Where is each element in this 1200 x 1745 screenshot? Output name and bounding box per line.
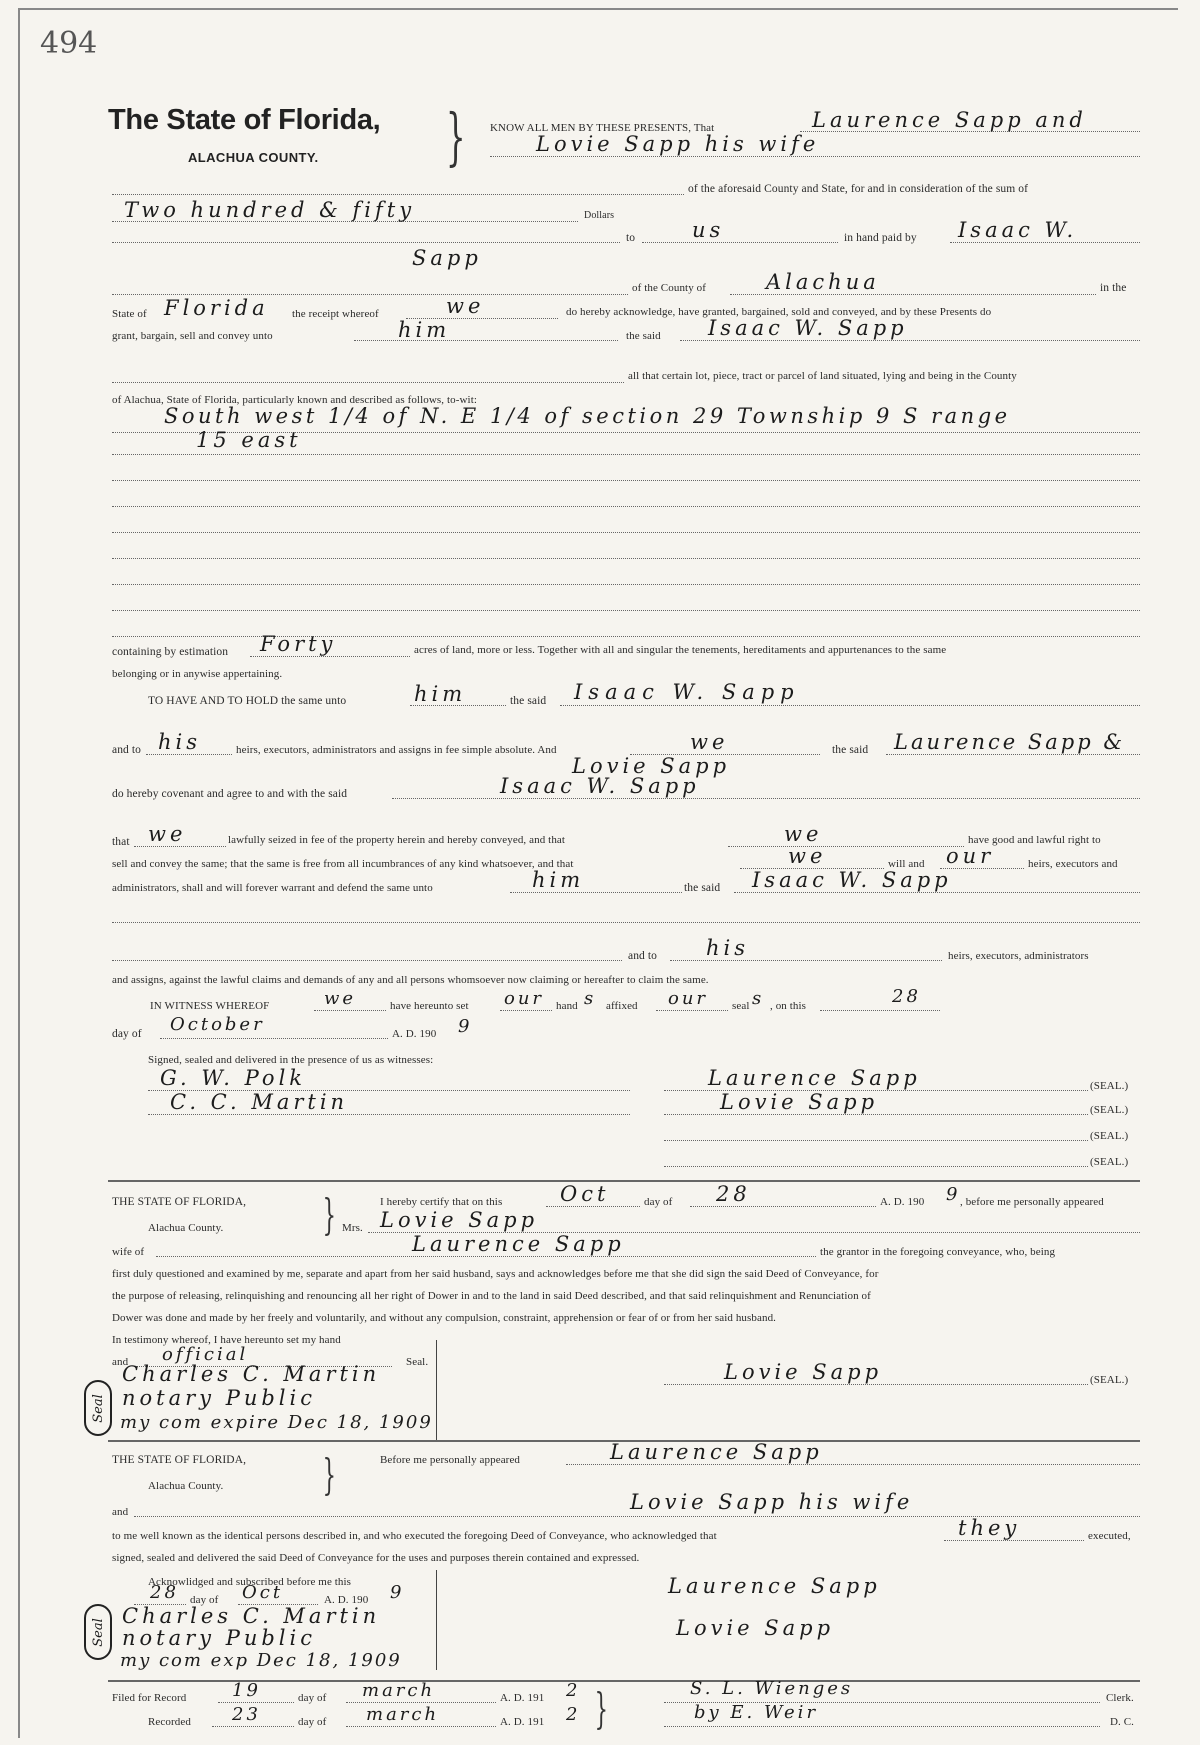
belonging-text: belonging or in anywise appertaining. — [112, 668, 283, 680]
c2-ad: A. D. 190 — [324, 1594, 369, 1606]
sell-convey-text: sell and convey the same; that the same is free from all incumbrances of any kind whatsoever, and that — [112, 858, 574, 870]
hw-desc-1: South west 1/4 of N. E 1/4 of section 29 Township 9 S range — [164, 404, 1011, 428]
c1-mrs: Mrs. — [342, 1222, 363, 1234]
hw-acres: Forty — [260, 632, 337, 656]
acres-text: acres of land, more or less. Together with all and singular the tenements, hereditaments and appurtenances to the same — [414, 644, 947, 656]
rule — [112, 480, 1140, 481]
hw-covenant: Isaac W. Sapp — [500, 774, 700, 798]
heirs-exec2-text: heirs, executors, administrators — [948, 950, 1089, 962]
hw-defend-unto: him — [532, 868, 585, 892]
c1-p1: first duly questioned and examined by me, separate and apart from her said husband, says and acknowledges before me that she did sign the said Deed of Conveyance, for — [112, 1268, 879, 1280]
hw-c1-year: 9 — [946, 1184, 961, 1205]
c1-grantor: the grantor in the foregoing conveyance, who, being — [820, 1246, 1056, 1258]
hw-sum: Two hundred & fifty — [124, 198, 416, 222]
c2-and: and — [112, 1506, 129, 1518]
c1-seal: Seal. — [406, 1356, 429, 1368]
hw-c2-notary-2: notary Public — [122, 1626, 316, 1650]
c1-before: , before me personally appeared — [960, 1196, 1104, 1208]
hw-filed-month: march — [362, 1680, 436, 1701]
hw-witness-2: C. C. Martin — [170, 1090, 349, 1114]
filing-brace: } — [594, 1684, 609, 1733]
have-set-text: have hereunto set — [390, 1000, 469, 1012]
hw-defend-grantee: Isaac W. Sapp — [752, 868, 952, 892]
hw-witness-1: G. W. Polk — [160, 1066, 307, 1090]
c1-state: THE STATE OF FLORIDA, — [112, 1196, 247, 1208]
page-border-top — [18, 8, 1178, 10]
c1-county: Alachua County. — [148, 1222, 224, 1234]
rule — [112, 454, 1140, 455]
rule — [886, 754, 1140, 755]
filed-ad: A. D. 191 — [500, 1692, 545, 1704]
header-brace: } — [445, 100, 466, 173]
hw-state: Florida — [164, 296, 269, 320]
rule — [112, 382, 624, 383]
hw-receipt: we — [446, 294, 485, 318]
hw-c1-dayof: 28 — [716, 1182, 751, 1206]
rule — [346, 1726, 496, 1727]
hw-c1-notary-3: my com expire Dec 18, 1909 — [120, 1412, 433, 1433]
hw-rec-month: march — [366, 1704, 440, 1725]
rule — [680, 340, 1140, 341]
hw-and-to: his — [158, 730, 202, 754]
hw-c2-day: 28 — [150, 1582, 179, 1603]
rule — [664, 1166, 1088, 1167]
rule — [940, 868, 1024, 869]
c2-executed: executed, — [1088, 1530, 1131, 1542]
rule — [218, 1702, 294, 1703]
rule — [500, 1010, 552, 1011]
preamble: KNOW ALL MEN BY THESE PRESENTS, That — [490, 122, 715, 134]
hw-paid-by: Isaac W. — [958, 218, 1078, 242]
notary-seal-stamp-1: Seal — [84, 1380, 112, 1436]
hw-grantors-1: Laurence Sapp and — [812, 108, 1087, 132]
rule — [314, 1010, 386, 1011]
rule — [212, 1726, 294, 1727]
hw-rec-day: 23 — [232, 1704, 261, 1725]
rule — [112, 610, 1140, 611]
c1-certify: I hereby certify that on this — [380, 1196, 503, 1208]
hw-year: 9 — [458, 1016, 473, 1037]
all-certain-text: all that certain lot, piece, tract or parcel of land situated, lying and being in the County — [628, 370, 1017, 382]
page-number: 494 — [40, 26, 98, 61]
rule — [664, 1114, 1088, 1115]
hw-to: us — [692, 218, 725, 242]
rec-ad: A. D. 191 — [500, 1716, 545, 1728]
that-text: that — [112, 836, 130, 848]
rule — [510, 892, 682, 893]
ad-text: A. D. 190 — [392, 1028, 437, 1040]
hw-on-day: 28 — [892, 986, 921, 1007]
rule — [160, 1038, 388, 1039]
hw-that-we2: we — [788, 844, 827, 868]
seal-mark-2: (SEAL.) — [1090, 1104, 1129, 1116]
heirs-exec-text: heirs, executors and — [1028, 858, 1118, 870]
to-text: to — [626, 232, 636, 244]
seal-mark-4: (SEAL.) — [1090, 1156, 1129, 1168]
notary-seal-stamp-2: Seal — [84, 1604, 112, 1660]
good-right-text: have good and lawful right to — [968, 834, 1101, 846]
rule — [730, 294, 1096, 295]
rule — [664, 1140, 1088, 1141]
rule — [944, 1540, 1084, 1541]
filed-day-of: day of — [298, 1692, 327, 1704]
page-border-left — [18, 8, 20, 1738]
hw-hands: s — [584, 988, 597, 1009]
containing-text: containing by estimation — [112, 646, 229, 658]
hw-grantors-2: Lovie Sapp his wife — [536, 132, 820, 156]
c1-seal-mark: (SEAL.) — [1090, 1374, 1129, 1386]
hw-c2-sig-2: Lovie Sapp — [676, 1616, 835, 1640]
to-have-text: TO HAVE AND TO HOLD the same unto — [148, 695, 347, 707]
rule — [670, 960, 942, 961]
hw-c1-official: official — [162, 1344, 249, 1365]
hw-c2-and: Lovie Sapp his wife — [630, 1490, 914, 1514]
hw-c2-notary-1: Charles C. Martin — [122, 1604, 381, 1628]
hw-dc-name: by E. Weir — [694, 1702, 819, 1723]
dc-text: D. C. — [1110, 1716, 1135, 1728]
c1-notary-bar — [436, 1340, 437, 1440]
c2-county: Alachua County. — [148, 1480, 224, 1492]
c1-and: and — [112, 1356, 129, 1368]
hw-our: our — [946, 844, 995, 868]
hw-grantors-4: Lovie Sapp — [572, 754, 731, 778]
aforesaid-text: of the aforesaid County and State, for and in consideration of the sum of — [688, 183, 1029, 195]
rule — [112, 194, 684, 195]
filed-text: Filed for Record — [112, 1692, 187, 1704]
rule — [490, 156, 1140, 157]
hw-c1-sig: Lovie Sapp — [724, 1360, 883, 1384]
c2-ack: Acknowlidged and subscribed before me this — [148, 1576, 352, 1588]
c2-day-of: day of — [190, 1594, 219, 1606]
covenant-text: do hereby covenant and agree to and with the said — [112, 788, 348, 800]
hw-c1-wife-of: Laurence Sapp — [412, 1232, 625, 1256]
clerk-text: Clerk. — [1106, 1692, 1134, 1704]
rule — [134, 846, 226, 847]
c1-p3: Dower was done and made by her freely and voluntarily, and without any compulsion, constraint, apprehension or fear of or from her said husband. — [112, 1312, 777, 1324]
hw-c1-mrs: Lovie Sapp — [380, 1208, 539, 1232]
hw-filed-year: 2 — [566, 1680, 581, 1701]
seal-mark-3: (SEAL.) — [1090, 1130, 1129, 1142]
day-of-text: day of — [112, 1028, 142, 1040]
of-alachua-text: of Alachua, State of Florida, particularly known and described as follows, to-wit: — [112, 394, 478, 406]
c1-brace: } — [322, 1190, 337, 1239]
recorded-text: Recorded — [148, 1716, 191, 1728]
hw-that: we — [148, 822, 187, 846]
heirs-text: heirs, executors, administrators and assigns in fee simple absolute. And — [236, 744, 557, 756]
rule — [112, 294, 628, 295]
hw-grantee: Isaac W. Sapp — [708, 316, 908, 340]
c1-testimony: In testimony whereof, I have hereunto set my hand — [112, 1334, 341, 1346]
hw-unto: him — [398, 318, 451, 342]
affixed-text: affixed — [606, 1000, 638, 1012]
have-said-text: the said — [510, 695, 547, 707]
hw-c2-sig-1: Laurence Sapp — [668, 1574, 881, 1598]
said-text: the said — [832, 744, 869, 756]
hw-county: Alachua — [766, 270, 880, 294]
c1-wife-of: wife of — [112, 1246, 145, 1258]
hw-have-grantee: Isaac W. Sapp — [574, 680, 800, 704]
section-divider — [108, 1180, 1140, 1182]
rule — [656, 1010, 728, 1011]
rule — [112, 532, 1140, 533]
c2-state: THE STATE OF FLORIDA, — [112, 1454, 247, 1466]
hw-c1-day: Oct — [560, 1182, 610, 1206]
hw-witness-we: we — [324, 988, 357, 1009]
rule — [664, 1726, 1100, 1727]
rule — [112, 922, 1140, 923]
hw-c2-appeared: Laurence Sapp — [610, 1440, 823, 1464]
rule — [346, 1702, 496, 1703]
hw-affixed-our: our — [668, 988, 709, 1009]
state-title: The State of Florida, — [108, 104, 381, 136]
c1-ad: A. D. 190 — [880, 1196, 925, 1208]
hw-sig-2: Lovie Sapp — [720, 1090, 879, 1114]
rule — [250, 656, 410, 657]
hw-set-our: our — [504, 988, 545, 1009]
rule — [112, 242, 620, 243]
rule — [112, 584, 1140, 585]
rule — [392, 798, 1140, 799]
receipt-text: the receipt whereof — [292, 308, 379, 320]
the-said-text: the said — [626, 330, 661, 342]
seal-text: seal — [732, 1000, 750, 1012]
in-the-text: in the — [1100, 282, 1127, 294]
rule — [690, 1206, 876, 1207]
c2-signed: signed, sealed and delivered the said Deed of Conveyance for the uses and purposes therein contained and expressed. — [112, 1552, 640, 1564]
hw-paid-by-2: Sapp — [412, 246, 482, 270]
rule — [112, 506, 1140, 507]
rule — [728, 846, 964, 847]
c2-well-known: to me well known as the identical persons described in, and who executed the foregoing Deed of Conveyance, who acknowledged that — [112, 1530, 717, 1542]
witness-text: IN WITNESS WHEREOF — [150, 1000, 270, 1012]
of-county-text: of the County of — [632, 282, 707, 294]
hw-month: October — [170, 1014, 265, 1035]
defend-said-text: the said — [684, 882, 721, 894]
hw-desc-2: 15 east — [196, 428, 302, 452]
and-to-text: and to — [112, 744, 142, 756]
and-to2-text: and to — [628, 950, 658, 962]
hw-c2-month: Oct — [242, 1582, 284, 1603]
hw-rec-year: 2 — [566, 1704, 581, 1725]
rule — [566, 1464, 1140, 1465]
hw-that-we: we — [784, 822, 823, 846]
c1-dayof: day of — [644, 1196, 673, 1208]
rule — [950, 242, 1140, 243]
rule — [664, 1384, 1088, 1385]
county-title: ALACHUA COUNTY. — [188, 150, 319, 165]
rule — [112, 558, 1140, 559]
on-this-text: , on this — [770, 1000, 807, 1012]
state-of-text: State of — [112, 308, 147, 320]
will-and-text: will and — [888, 858, 925, 870]
hw-c1-notary-1: Charles C. Martin — [122, 1362, 381, 1386]
hw-grantors-3: Laurence Sapp & — [894, 730, 1126, 754]
hw-filed-day: 19 — [232, 1680, 261, 1701]
rule — [354, 340, 618, 341]
lawfully-text: lawfully seized in fee of the property herein and hereby conveyed, and that — [228, 834, 566, 846]
hw-c1-notary-2: notary Public — [122, 1386, 316, 1410]
paid-by-text: in hand paid by — [844, 232, 917, 244]
c2-before: Before me personally appeared — [380, 1454, 521, 1466]
hw-c2-year: 9 — [390, 1582, 405, 1603]
rec-day-of: day of — [298, 1716, 327, 1728]
dollars-text: Dollars — [584, 210, 615, 221]
administrators-text: administrators, shall and will forever warrant and defend the same unto — [112, 882, 433, 894]
rule — [156, 1256, 816, 1257]
rule — [148, 1114, 630, 1115]
rule — [642, 242, 838, 243]
assigns-text: and assigns, against the lawful claims and demands of any and all persons whomsoever now claiming or hereafter to claim the same. — [112, 974, 709, 986]
rule — [560, 705, 1140, 706]
c2-notary-bar — [436, 1570, 437, 1670]
hw-c2-notary-3: my com exp Dec 18, 1909 — [120, 1650, 402, 1671]
acknowledge-text: do hereby acknowledge, have granted, bargained, sold and conveyed, and by these Presents do — [566, 306, 992, 318]
hw-and-we: we — [690, 730, 729, 754]
hw-and-to2: his — [706, 936, 750, 960]
section-divider — [108, 1680, 1140, 1682]
rule — [546, 1206, 640, 1207]
rule — [146, 754, 232, 755]
seal-mark-1: (SEAL.) — [1090, 1080, 1129, 1092]
c2-brace: } — [322, 1450, 337, 1499]
signed-text: Signed, sealed and delivered in the presence of us as witnesses: — [148, 1054, 434, 1066]
hw-clerk-name: S. L. Wienges — [690, 1678, 854, 1699]
rule — [112, 960, 622, 961]
c1-p2: the purpose of releasing, relinquishing and renouncing all her right of Dower in and to the land in said Deed described, and that said relinquishment and Renunciation of — [112, 1290, 871, 1302]
hand-text: hand — [556, 1000, 578, 1012]
hw-seals: s — [752, 988, 765, 1009]
grant-text: grant, bargain, sell and convey unto — [112, 330, 273, 342]
hw-sig-1: Laurence Sapp — [708, 1066, 921, 1090]
rule — [820, 1010, 940, 1011]
hw-c2-they: they — [958, 1516, 1021, 1540]
hw-have-unto: him — [414, 682, 467, 706]
rule — [734, 892, 1140, 893]
